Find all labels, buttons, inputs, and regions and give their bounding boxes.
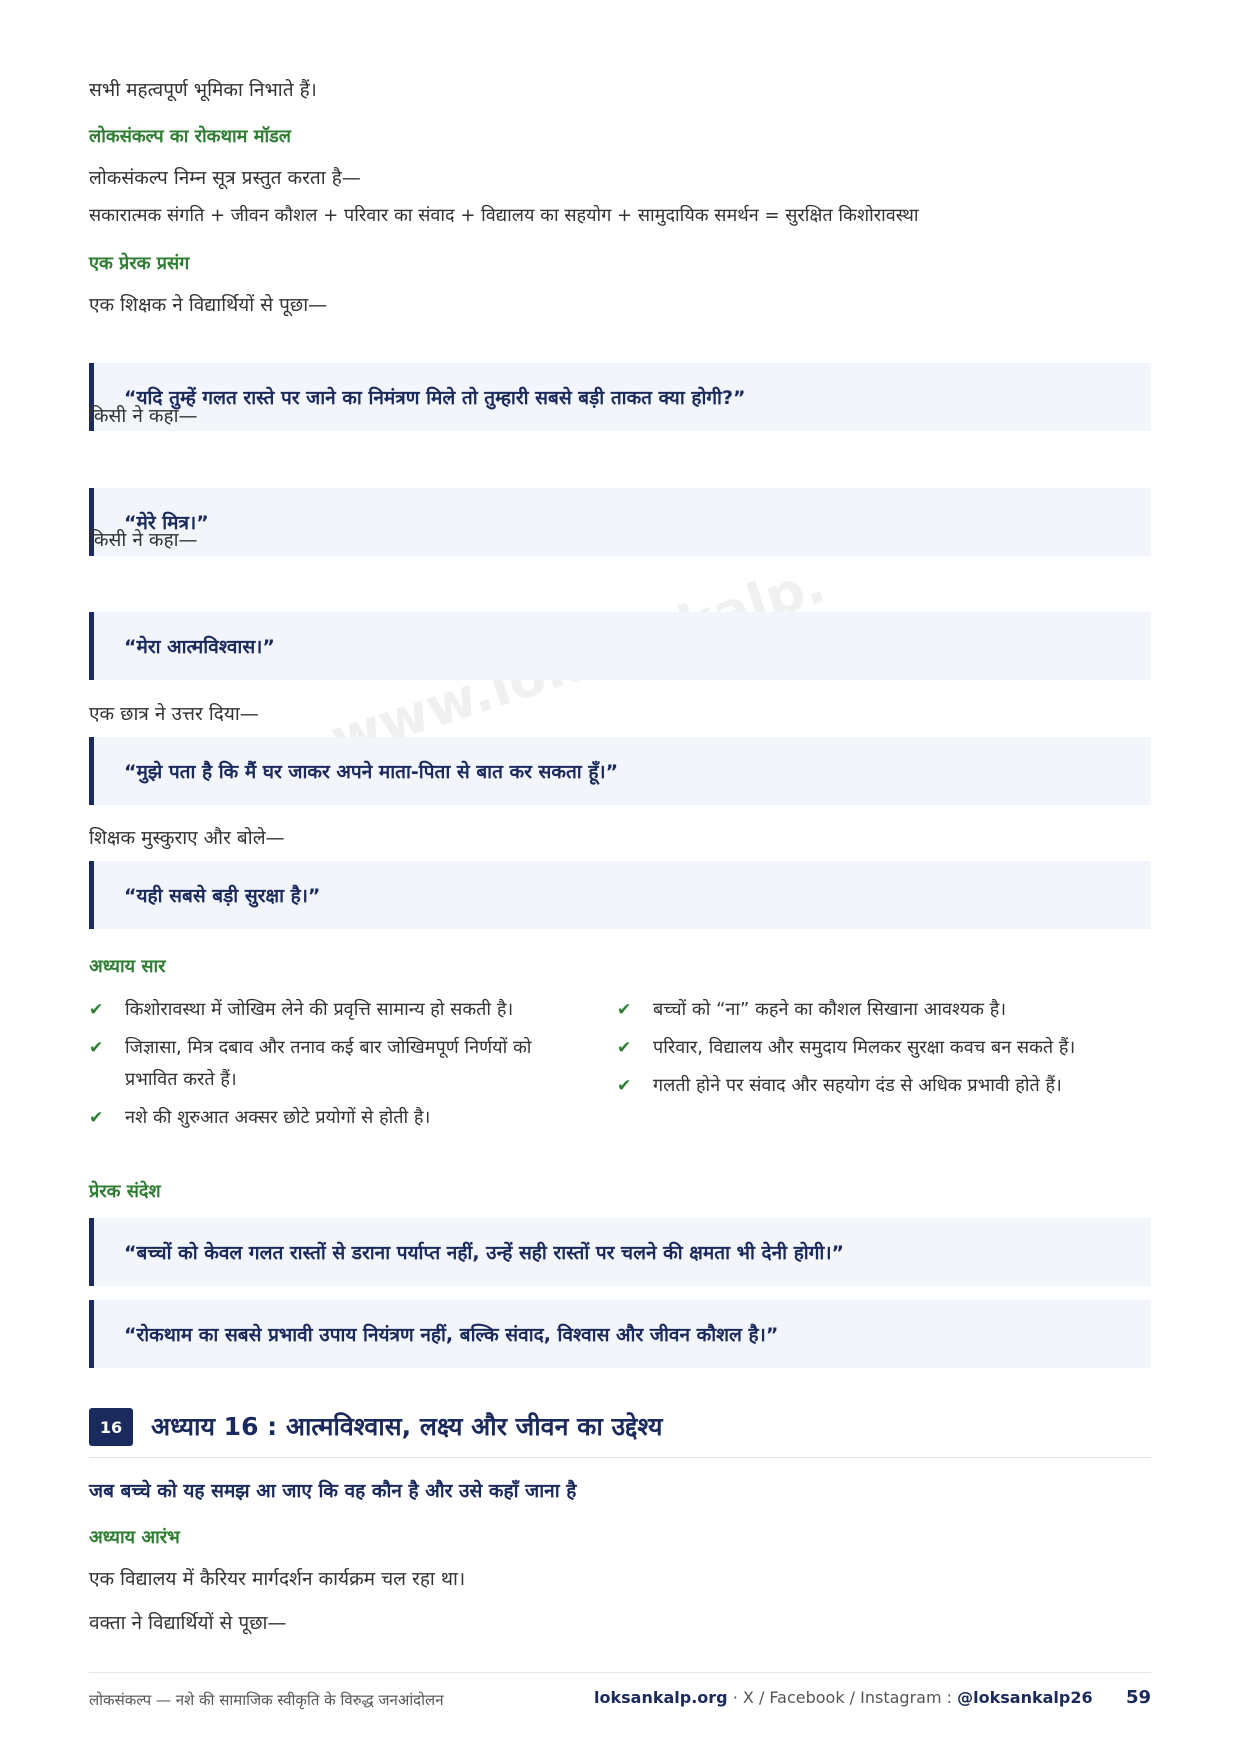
footer-links [594,1688,1093,1707]
summary-item-text: बच्चों को “ना” कहने का कौशल सिखाना आवश्यक है। [653,999,1007,1020]
summary-item [89,994,589,1026]
message-quote-1 [89,1218,1151,1286]
page-number: 59 [1126,1687,1152,1708]
social-handle-link[interactable]: @loksankalp26 [957,1688,1093,1707]
story-line-3: किसी ने कहा— [89,529,198,551]
story-line-5: शिक्षक मुस्कुराए और बोले— [89,827,285,849]
model-heading: लोकसंकल्प का रोकथाम मॉडल [89,126,291,147]
footer-book-title: लोकसंकल्प — नशे की सामाजिक स्वीकृति के विरुद्ध जनआंदोलन [89,1691,444,1709]
summary-item-text: किशोरावस्था में जोखिम लेने की प्रवृत्ति सामान्य हो सकती है। [125,999,514,1020]
chapter-subtitle: जब बच्चे को यह समझ आ जाए कि वह कौन है और उसे कहाँ जाना है [89,1480,577,1502]
story-quote-3 [89,612,1151,680]
checkmark-icon: ✔ [89,1108,104,1128]
website-link[interactable]: loksankalp.org [594,1688,728,1707]
chapter-line-1: एक विद्यालय में कैरियर मार्गदर्शन कार्यक्रम चल रहा था। [89,1568,466,1590]
summary-heading: अध्याय सार [89,956,166,977]
summary-item-text: नशे की शुरुआत अक्सर छोटे प्रयोगों से होती है। [125,1107,431,1128]
summary-item-text: जिज्ञासा, मित्र दबाव और तनाव कई बार जोखिमपूर्ण निर्णयों को प्रभावित करते हैं। [125,1037,532,1090]
quote-text: “मेरे मित्र।” [124,512,209,534]
social-label: X / Facebook / Instagram : [742,1688,958,1707]
quote-text: “यदि तुम्हें गलत रास्ते पर जाने का निमंत्रण मिले तो तुम्हारी सबसे बड़ी ताकत क्या होगी?” [124,387,746,409]
summary-left-column [89,994,589,1140]
separator: · [727,1688,743,1707]
story-line-1: एक शिक्षक ने विद्यार्थियों से पूछा— [89,294,328,316]
summary-item [617,1070,1151,1102]
checkmark-icon: ✔ [89,1000,104,1020]
message-heading: प्रेरक संदेश [89,1181,161,1202]
model-formula: सकारात्मक संगति + जीवन कौशल + परिवार का संवाद + विद्यालय का सहयोग + सामुदायिक समर्थन = सुरक्षित किशोरावस्था [89,205,919,226]
model-intro: लोकसंकल्प निम्न सूत्र प्रस्तुत करता है— [89,167,361,189]
summary-item-text: परिवार, विद्यालय और समुदाय मिलकर सुरक्षा कवच बन सकते हैं। [653,1037,1076,1058]
footer-divider [89,1672,1151,1673]
quote-text: “मुझे पता है कि मैं घर जाकर अपने माता-पिता से बात कर सकता हूँ।” [124,761,619,783]
story-line-4: एक छात्र ने उत्तर दिया— [89,703,259,725]
chapter-number-badge: 16 [89,1408,133,1446]
chapter-line-2: वक्ता ने विद्यार्थियों से पूछा— [89,1612,287,1634]
summary-item [617,1032,1151,1064]
checkmark-icon: ✔ [617,1076,632,1096]
story-quote-5 [89,861,1151,929]
checkmark-icon: ✔ [89,1038,104,1058]
story-quote-1 [89,363,1151,431]
story-line-2: किसी ने कहा— [89,405,198,427]
quote-text: “यही सबसे बड़ी सुरक्षा है।” [124,885,321,907]
quote-text: “रोकथाम का सबसे प्रभावी उपाय नियंत्रण नहीं, बल्कि संवाद, विश्वास और जीवन कौशल है।” [124,1324,779,1346]
quote-text: “मेरा आत्मविश्वास।” [124,636,275,658]
checkmark-icon: ✔ [617,1038,632,1058]
message-quote-2 [89,1300,1151,1368]
summary-item-text: गलती होने पर संवाद और सहयोग दंड से अधिक प्रभावी होते हैं। [653,1075,1062,1096]
story-quote-4 [89,737,1151,805]
story-quote-2 [89,488,1151,556]
quote-text: “बच्चों को केवल गलत रास्तों से डराना पर्याप्त नहीं, उन्हें सही रास्तों पर चलने की क्षमता भी देनी होगी।” [124,1242,845,1264]
story-heading: एक प्रेरक प्रसंग [89,253,190,274]
chapter-divider [89,1457,1151,1458]
summary-right-column [617,994,1151,1108]
summary-item [89,1032,589,1096]
chapter-start-heading: अध्याय आरंभ [89,1527,180,1548]
intro-line: सभी महत्वपूर्ण भूमिका निभाते हैं। [89,79,317,101]
checkmark-icon: ✔ [617,1000,632,1020]
summary-item [617,994,1151,1026]
summary-item [89,1102,589,1134]
chapter-title: अध्याय 16 : आत्मविश्वास, लक्ष्य और जीवन का उद्देश्य [151,1412,663,1441]
